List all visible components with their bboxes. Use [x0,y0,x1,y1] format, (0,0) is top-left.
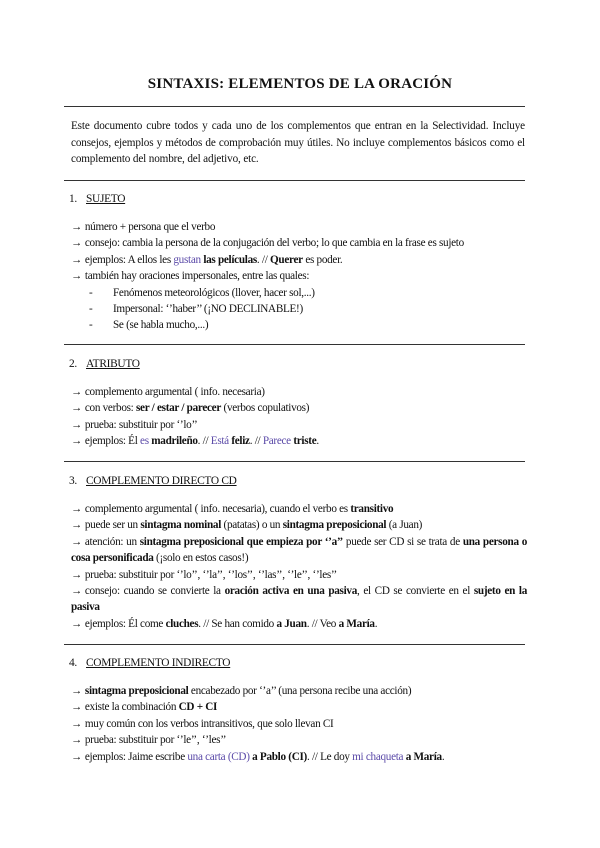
arrow-right-icon: → [71,386,82,398]
list-item: → sintagma preposicional encabezado por ‘’a’’ (una persona recibe una acción) [71,685,412,697]
section-number: 1. [69,193,77,205]
list-item: → también hay oraciones impersonales, entre las quales: [71,270,310,283]
divider [64,461,525,462]
arrow-right-icon: → [71,519,82,532]
list-item: → prueba: substituir por ‘’lo’’, ‘’la’’, ‘’los’’, ‘’las’’, ‘’le’’, ‘’les’’ [71,568,337,581]
section-list-ci [71,683,527,765]
arrow-right-icon: → [71,685,82,697]
list-item: → con verbos: ser / estar / parecer (verbos copulativos) [71,402,310,415]
section-heading-ci [69,657,230,669]
section-list-sujeto [71,219,527,334]
arrow-right-icon: → [71,253,82,266]
section-title: ATRIBUTO [86,358,140,370]
arrow-right-icon: → [71,717,82,730]
divider [64,106,525,107]
list-item: → prueba: substituir por ‘’le’’, ‘’les’’ [71,734,227,747]
list-item: → atención: un sintagma preposicional que empieza por ‘’a’’ puede ser CD si se trata de una persona o cosa personificada (¡solo en estos casos!) [71,535,527,565]
divider [64,344,525,345]
section-number: 2. [69,358,77,370]
sub-list-item: - Se (se habla mucho,...) [71,317,527,333]
section-number: 3. [69,475,77,487]
list-item: → ejemplos: A ellos les gustan las películas. // Querer es poder. [71,253,343,266]
arrow-right-icon: → [71,584,82,597]
list-item: → consejo: cuando se convierte la oración activa en una pasiva, el CD se convierte en el sujeto en la pasiva [71,584,527,614]
arrow-right-icon: → [71,701,82,714]
arrow-right-icon: → [71,568,82,581]
arrow-right-icon: → [71,503,82,515]
dash-bullet: - [89,319,93,332]
list-item: → número + persona que el verbo [71,221,216,233]
list-item: → consejo: cambia la persona de la conjugación del verbo; lo que cambia en la frase es sujeto [71,237,464,250]
dash-bullet: - [89,286,93,299]
divider [64,180,525,181]
arrow-right-icon: → [71,435,82,448]
arrow-right-icon: → [71,734,82,747]
page-title: SINTAXIS: ELEMENTOS DE LA ORACIÓN [147,76,453,92]
list-item: → existe la combinación CD + CI [71,701,218,714]
divider [64,644,525,645]
section-number: 4. [69,657,77,669]
section-heading-cd [69,475,237,487]
section-heading-atributo [69,358,140,370]
section-list-atributo [71,384,527,450]
section-title: COMPLEMENTO DIRECTO CD [86,475,237,487]
section-heading-sujeto [69,193,125,205]
sub-list-item: - Impersonal: ‘’haber’’ (¡NO DECLINABLE!) [71,301,527,317]
list-item: → muy común con los verbos intransitivos, que solo llevan CI [71,717,334,730]
sub-list-item: - Fenómenos meteorológicos (llover, hacer sol,...) [71,285,527,301]
list-item: → complemento argumental ( info. necesaria) [71,386,265,398]
list-item: → ejemplos: Jaime escribe una carta (CD) a Pablo (CI). // Le doy mi chaqueta a María. [71,750,445,763]
dash-bullet: - [89,302,93,315]
arrow-right-icon: → [71,418,82,431]
arrow-right-icon: → [71,750,82,763]
list-item: → ejemplos: Él es madrileño. // Está feliz. // Parece triste. [71,435,319,448]
arrow-right-icon: → [71,617,82,630]
list-item: → complemento argumental ( info. necesaria), cuando el verbo es transitivo [71,503,394,515]
section-title: SUJETO [86,193,126,205]
intro-paragraph: Este documento cubre todos y cada uno de los complementos que entran en la Selectividad. Incluye consejos, ejemplos y métodos de comprobación muy útiles. No incluye complementos básicos como el complemento del nombre, del adjetivo, etc. [71,120,525,165]
arrow-right-icon: → [71,270,82,283]
section-title: COMPLEMENTO INDIRECTO [86,657,231,669]
list-item: → prueba: substituir por ‘’lo’’ [71,418,198,431]
arrow-right-icon: → [71,402,82,415]
arrow-right-icon: → [71,221,82,233]
arrow-right-icon: → [71,237,82,250]
arrow-right-icon: → [71,535,82,548]
section-list-cd [71,501,527,632]
list-item: → puede ser un sintagma nominal (patatas) o un sintagma preposicional (a Juan) [71,519,423,532]
list-item: → ejemplos: Él come cluches. // Se han comido a Juan. // Veo a María. [71,617,378,630]
